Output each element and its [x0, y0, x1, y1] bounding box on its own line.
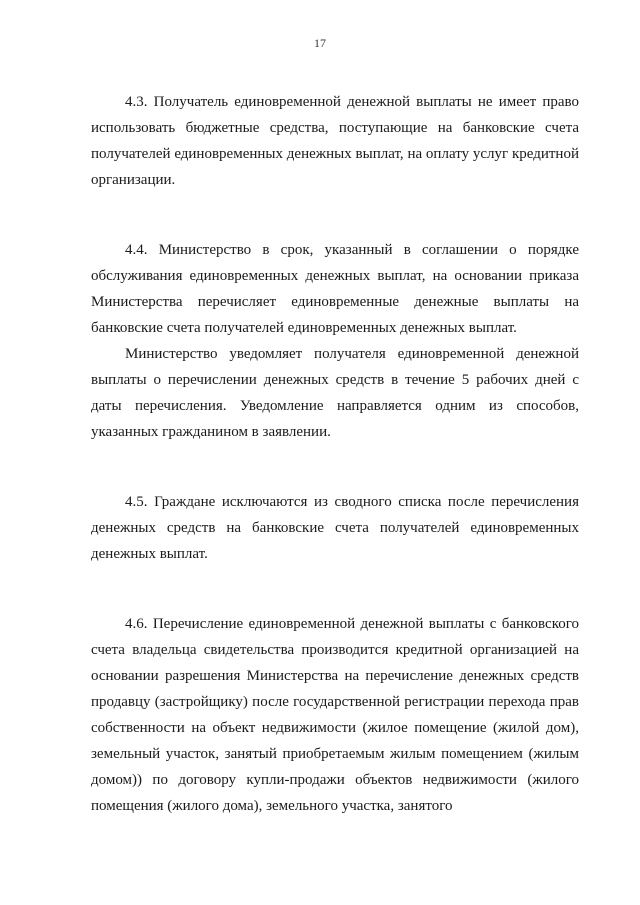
section-4-4	[91, 237, 579, 445]
paragraph: 4.3. Получатель единовременной денежной выплаты не имеет право использовать бюджетные средства, поступающие на банковские счета получателей единовременных денежных выплат, на оплату услуг кредитной организации.	[91, 94, 579, 188]
paragraph: Министерство уведомляет получателя единовременной денежной выплаты о перечислении денежных средств в течение 5 рабочих дней с даты перечисления. Уведомление направляется одним из способов, указанных гражданином в заявлении.	[91, 346, 579, 440]
section-4-6	[91, 611, 579, 819]
section-4-5	[91, 489, 579, 567]
paragraph: 4.4. Министерство в срок, указанный в соглашении о порядке обслуживания единовременных денежных выплат, на основании приказа Министерства перечисляет единовременные денежные выплаты на банковские счета получателей единовременных денежных выплат.	[91, 242, 579, 336]
section-4-3	[91, 89, 579, 193]
paragraph: 4.5. Граждане исключаются из сводного списка после перечисления денежных средств на банковские счета получателей единовременных денежных выплат.	[91, 494, 579, 562]
page-number: 17	[314, 36, 326, 50]
paragraph: 4.6. Перечисление единовременной денежной выплаты с банковского счета владельца свидетельства производится кредитной организацией на основании разрешения Министерства на перечисление денежных средств продавцу (застройщику) после государственной регистрации перехода прав собственности на объект недвижимости (жилое помещение (жилой дом), земельный участок, занятый приобретаемым жилым помещением (жилым домом)) по договору купли-продажи объектов недвижимости (жилого помещения (жилого дома), земельного участка, занятого	[91, 616, 579, 814]
document-body	[91, 89, 579, 863]
